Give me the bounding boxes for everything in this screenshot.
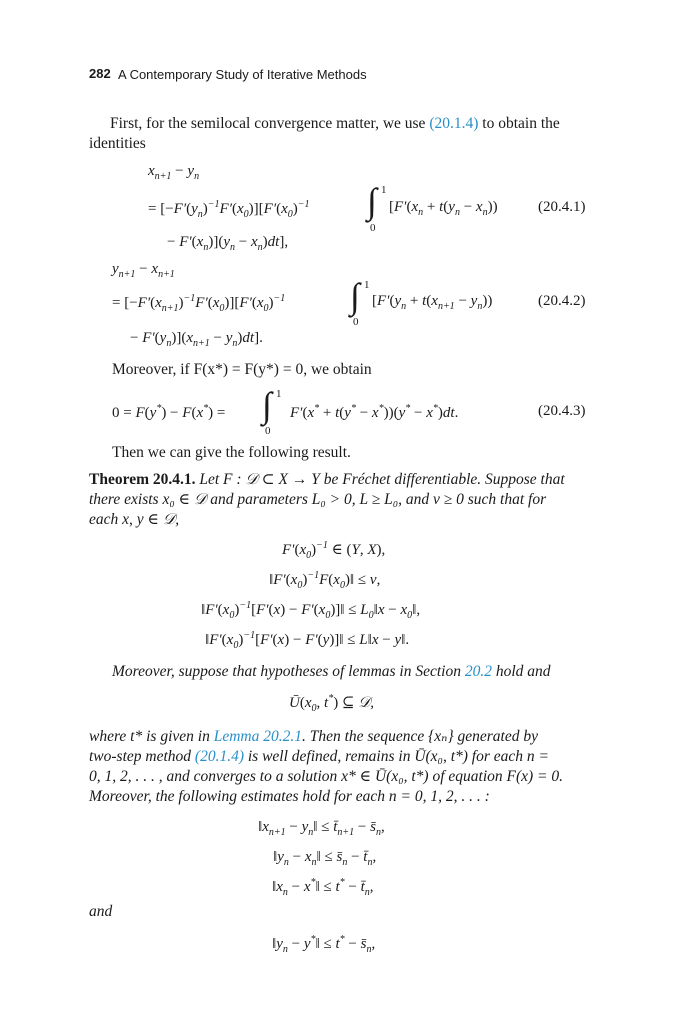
eq1-label: (20.4.1) bbox=[538, 199, 586, 215]
eq2-line1: = $[-F'(x_{n+1})^{-1}F'(x_0)][F'(x_0)^{-1}$ bbox=[112, 293, 286, 314]
ref-20-1-4[interactable]: (20.1.4) bbox=[429, 115, 479, 132]
where-b: . Then the sequence {xₙ} generated by bbox=[301, 728, 538, 745]
eq3-label: (20.4.3) bbox=[538, 403, 586, 419]
eq1-lhs: $x_{n+1} - y_n$ bbox=[148, 163, 200, 182]
eq2-integral: ∫ bbox=[350, 276, 360, 316]
ref-lemma-20-2-1[interactable]: Lemma 20.2.1 bbox=[213, 728, 302, 745]
eq1-lower-limit: 0 bbox=[370, 222, 376, 234]
then-paragraph: Then we can give the following result. bbox=[112, 444, 351, 461]
estimate-2: $‖y_n$ − $x_n‖$ ≤ $s̄_n$ − $t̄_n$, bbox=[273, 849, 377, 868]
estimates-line: Moreover, the following estimates hold for each n = 0, 1, 2, . . . : bbox=[89, 788, 490, 805]
theorem-text-1: Let F : 𝒟 ⊂ X → Y be Fréchet differentiable. Suppose that bbox=[199, 471, 565, 488]
eq3-integral: ∫ bbox=[262, 385, 272, 425]
theorem-line3: each x, y ∈ 𝒟, bbox=[89, 511, 180, 528]
ball-condition: $Ū(x_0$, t*) ⊆ 𝒟, bbox=[289, 693, 374, 714]
two-step-b: is well defined, remains in Ū(x₀, t*) for each n = bbox=[243, 748, 549, 765]
and-word: and bbox=[89, 903, 113, 920]
hyp-para-b: hold and bbox=[491, 663, 551, 680]
where-line bbox=[89, 727, 538, 747]
eq1-integrand: [$F'(x_n + t(y_n - x_n))$ bbox=[389, 199, 498, 218]
intro-paragraph-line1 bbox=[110, 114, 560, 134]
estimate-1: $‖x_{n+1}$ − $y_n‖$ ≤ $t̄_{n+1}$ − $s̄_n$, bbox=[258, 819, 385, 838]
eq1-line2: − $F'(x_n)](y_n - x_n)dt$], bbox=[167, 234, 289, 253]
hypotheses-paragraph bbox=[112, 662, 551, 682]
intro-paragraph-line2: identities bbox=[89, 135, 146, 152]
intro-text-a: First, for the semilocal convergence matter, we use bbox=[110, 115, 430, 132]
theorem-line1 bbox=[89, 470, 565, 490]
eq3-lower-limit: 0 bbox=[265, 425, 271, 437]
eq3-upper-limit: 1 bbox=[276, 388, 282, 400]
convergence-line: 0, 1, 2, . . . , and converges to a solution x* ∈ Ū(x₀, t*) of equation F(x) = 0. bbox=[89, 768, 564, 785]
eq3-line: 0 = F(y*) − F(x*) = bbox=[112, 403, 226, 421]
intro-text-b: to obtain the bbox=[478, 115, 560, 132]
eq1-integral: ∫ bbox=[367, 181, 377, 221]
eq2-integrand: [$F'(y_n + t(x_{n+1} - y_n))$ bbox=[372, 293, 493, 312]
eq2-lhs: $y_{n+1} - x_{n+1}$ bbox=[112, 261, 175, 280]
theorem-line2: there exists x₀ ∈ 𝒟 and parameters L₀ > 0, L ≥ L₀, and ν ≥ 0 such that for bbox=[89, 491, 547, 508]
hyp-3: $‖F'(x_0)^{-1}[F'(x)$ − $F'(x_0)]‖$ ≤ $L_0‖x$ − $x_0‖$, bbox=[201, 600, 421, 621]
eq1-upper-limit: 1 bbox=[381, 184, 387, 196]
where-a: where t* is given in bbox=[89, 728, 214, 745]
hyp-para-a: Moreover, suppose that hypotheses of lemmas in Section bbox=[112, 663, 465, 680]
eq2-lower-limit: 0 bbox=[353, 316, 359, 328]
ref-section-20-2[interactable]: 20.2 bbox=[464, 663, 492, 680]
moreover-paragraph: Moreover, if F(x*) = F(y*) = 0, we obtain bbox=[112, 361, 372, 378]
running-title: A Contemporary Study of Iterative Methods bbox=[118, 67, 367, 82]
eq2-line2: − $F'(y_n)](x_{n+1} - y_n)dt$]. bbox=[130, 330, 263, 349]
page-number: 282 bbox=[89, 66, 111, 81]
eq2-label: (20.4.2) bbox=[538, 293, 586, 309]
two-step-a: two-step method bbox=[89, 748, 195, 765]
eq3-integrand: F′(x* + t(y* − x*))(y* − x*)dt. bbox=[290, 403, 459, 421]
hyp-1: $F'(x_0)^{-1}$ ∈ (Y, X), bbox=[282, 540, 386, 561]
estimate-3: $‖x_n$ − x*‖ ≤ $t^* - t̄_n$, bbox=[272, 877, 374, 898]
two-step-line bbox=[89, 747, 549, 767]
ref-method-20-1-4[interactable]: (20.1.4) bbox=[194, 748, 244, 765]
estimate-4: $‖y_n$ − y*‖ ≤ $t^* - s̄_n$, bbox=[272, 934, 376, 955]
theorem-title: Theorem 20.4.1. bbox=[89, 471, 196, 488]
hyp-4: $‖F'(x_0)^{-1}[F'(x)$ − F′(y)]‖ ≤ L‖x − y‖. bbox=[205, 630, 410, 651]
eq2-upper-limit: 1 bbox=[364, 279, 370, 291]
hyp-2: $‖F'(x_0)^{-1}F(x_0)‖ \le \nu$, bbox=[269, 570, 381, 591]
eq1-line1: = $[-F'(y_n)^{-1}F'(x_0)][F'(x_0)^{-1}$ bbox=[148, 199, 310, 220]
